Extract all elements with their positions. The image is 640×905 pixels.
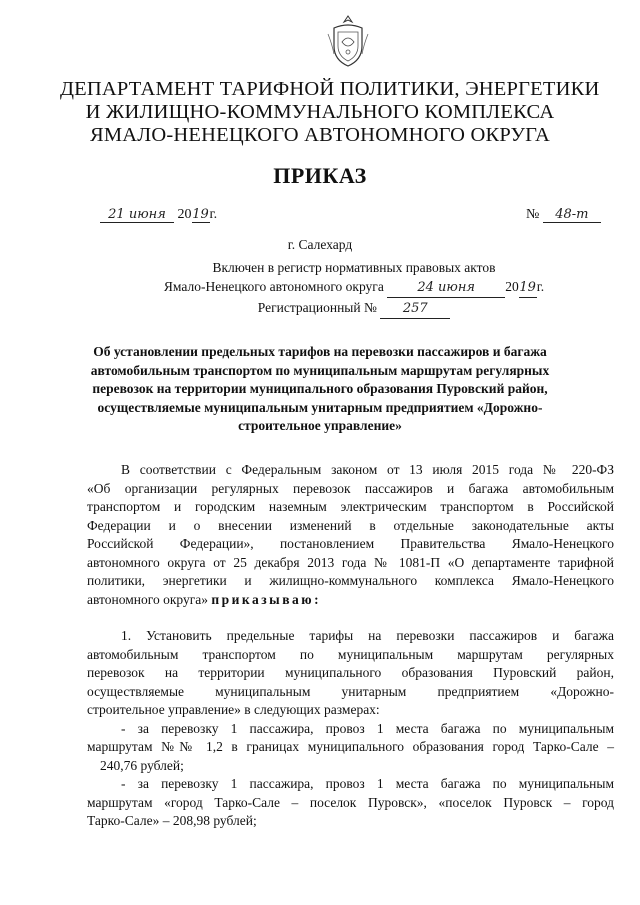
clause-1-item-2-line: Тарко-Сале» – 208,98 рублей; <box>87 813 257 828</box>
order-body <box>87 461 614 831</box>
registry-stamp <box>134 258 574 319</box>
preamble-line: Российской Федерации», постановлением Правительства Ямало-Ненецкого <box>87 536 614 551</box>
registry-line-2 <box>134 277 574 298</box>
title-line: строительное управление» <box>238 418 402 433</box>
registry-year-suffix: 19 <box>519 278 537 298</box>
preamble-line: «Об организации регулярных перевозок пассажиров и багажа автомобильным <box>87 480 614 496</box>
city-of-issue: г. Салехард <box>287 237 353 252</box>
clause-1-line: строительное управление» в следующих размерах: <box>87 702 380 717</box>
order-number-value: 48-т <box>543 207 601 223</box>
clause-1-item-1-line: 240,76 рублей; <box>100 757 184 773</box>
title-line: Об установлении предельных тарифов на перевозки пассажиров и багажа <box>93 344 547 359</box>
order-date-year-suffix: 19 <box>192 207 209 222</box>
order-number <box>526 207 601 223</box>
order-word: приказываю: <box>211 591 322 607</box>
order-date-day-month: 21 июня <box>100 207 174 223</box>
title-line: автомобильным транспортом по муниципальным маршрутам регулярных <box>90 362 550 378</box>
clause-1-item-1-line: - за перевозку 1 пассажира, провоз 1 места багажа по муниципальным <box>121 720 614 736</box>
order-date-year-unit: г. <box>209 207 218 222</box>
registry-date: 24 июня <box>387 278 505 298</box>
document-type-title: ПРИКАЗ <box>273 163 367 188</box>
clause-1-line: автомобильным транспортом по муниципальным маршрутам регулярных <box>87 646 614 662</box>
order-number-prefix: № <box>526 207 540 222</box>
registry-number: 257 <box>380 299 450 319</box>
preamble-line: Федерации и о внесении изменений в отдельные законодательные акты <box>87 517 614 533</box>
registry-year-unit: г. <box>536 279 545 294</box>
order-date <box>100 207 217 223</box>
order-title <box>88 343 552 436</box>
department-name <box>60 78 600 147</box>
registry-line-3 <box>134 298 574 319</box>
clause-1-item-2-line: - за перевозку 1 пассажира, провоз 1 места багажа по муниципальным <box>121 776 614 791</box>
department-line-2: И ЖИЛИЩНО-КОММУНАЛЬНОГО КОМПЛЕКСА <box>85 101 555 123</box>
coat-of-arms-icon <box>326 14 370 68</box>
clause-1-line: 1. Установить предельные тарифы на перевозки пассажиров и багажа <box>121 628 614 643</box>
preamble-line: транспортом и городским наземным электрическим транспортом в Российской <box>87 499 614 514</box>
preamble-last-text: автономного округа» <box>87 591 208 607</box>
registry-line-1: Включен в регистр нормативных правовых актов <box>212 260 496 275</box>
title-line: перевозок на территории муниципального образования Пуровский район, <box>92 381 548 396</box>
preamble-line: автономного округа от 25 декабря 2013 года № 1081-П «О департаменте тарифной <box>87 554 614 570</box>
clause-1-line: осуществляемые муниципальным унитарным предприятием «Дорожно- <box>87 683 614 699</box>
clause-1-line: перевозок на территории муниципального образования Пуровский район, <box>87 665 614 680</box>
registry-line-2-prefix: Ямало-Ненецкого автономного округа <box>163 279 384 294</box>
department-line-3: ЯМАЛО-НЕНЕЦКОГО АВТОНОМНОГО ОКРУГА <box>89 124 551 146</box>
preamble-line: политики, энергетики и жилищно-коммунального комплекса Ямало-Ненецкого <box>87 573 614 588</box>
title-line: осуществляемые муниципальным унитарным предприятием «Дорожно- <box>97 399 543 415</box>
clause-1-item-2-line: маршрутам «город Тарко-Сале – поселок Пуровск», «поселок Пуровск – город <box>87 794 614 810</box>
preamble-line: В соответствии с Федеральным законом от 13 июля 2015 года № 220-ФЗ <box>121 462 614 477</box>
preamble-last-line <box>87 591 614 610</box>
order-date-year-prefix: 20 <box>177 207 192 222</box>
department-line-1: ДЕПАРТАМЕНТ ТАРИФНОЙ ПОЛИТИКИ, ЭНЕРГЕТИКИ <box>60 78 600 100</box>
registry-number-label: Регистрационный № <box>257 300 377 315</box>
registry-year-prefix: 20 <box>505 279 519 294</box>
clause-1-item-1-line: маршрутам №№ 1,2 в границах муниципального образования город Тарко-Сале – <box>87 739 614 754</box>
